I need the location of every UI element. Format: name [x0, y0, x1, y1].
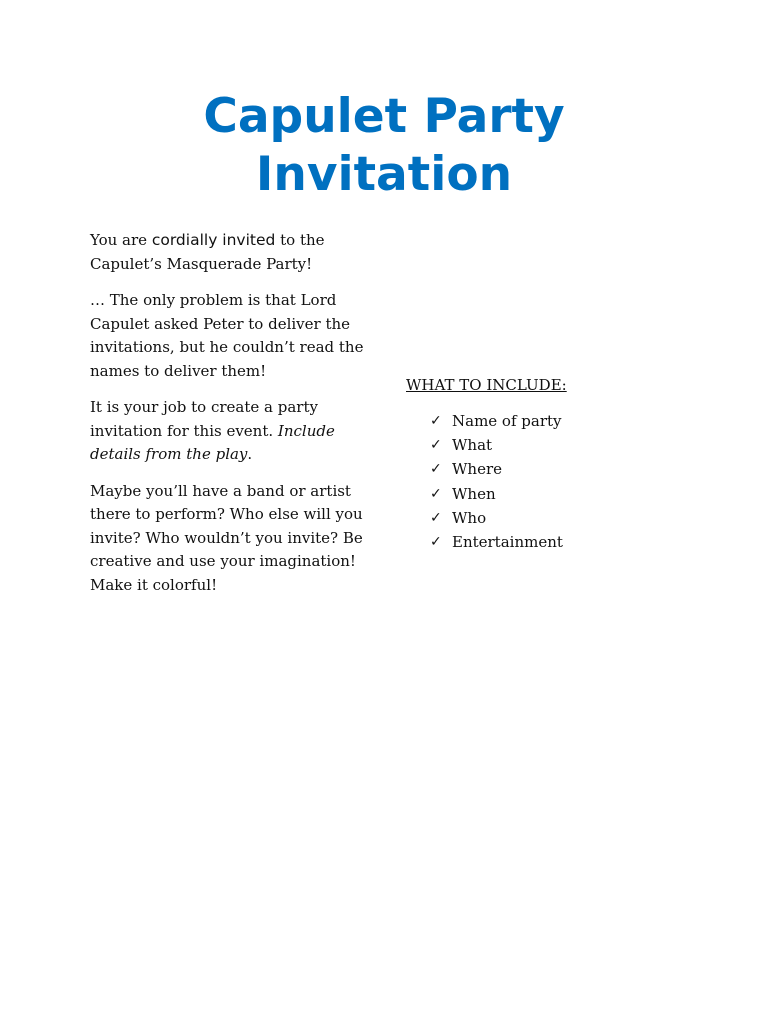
list-item: [430, 409, 706, 433]
list-item-label: Name of party: [452, 412, 562, 430]
include-section: [406, 373, 706, 554]
list-item: [430, 457, 706, 481]
task-paragraph: [90, 396, 365, 467]
task-italic-text: Include details from the play: [90, 421, 335, 463]
page-title: [0, 88, 768, 204]
check-icon: ✓: [430, 533, 442, 550]
list-item: [430, 482, 706, 506]
intro-paragraph: [90, 229, 365, 276]
list-item-label: Where: [452, 460, 503, 479]
check-icon: ✓: [430, 413, 442, 429]
list-item-label: Who: [452, 508, 487, 527]
intro-text-start: You are: [90, 231, 152, 249]
include-checklist: [406, 409, 706, 554]
title-line-1: Capulet Party: [203, 89, 565, 144]
list-item-label: What: [452, 436, 493, 455]
problem-paragraph: … The only problem is that Lord Capulet asked Peter to deliver the invitations, but he couldn’t read the names to deliver them!: [90, 291, 364, 380]
check-icon: ✓: [430, 461, 442, 478]
check-icon: ✓: [430, 437, 442, 454]
instructions-column: [90, 229, 365, 610]
task-text-end: .: [247, 445, 253, 463]
list-item: [430, 433, 706, 457]
include-heading: WHAT TO INCLUDE:: [406, 376, 567, 394]
intro-text-end: to the Capulet’s Masquerade Party!: [90, 231, 325, 273]
task-text: It is your job to create a party invitation for this event.: [90, 398, 318, 440]
cordially-invited-emphasis: cordially invited: [151, 231, 276, 249]
list-item-label: Entertainment: [452, 532, 563, 551]
title-line-2: Invitation: [255, 147, 513, 202]
check-icon: ✓: [430, 509, 442, 526]
list-item: [430, 530, 706, 554]
list-item: [430, 506, 706, 530]
check-icon: ✓: [430, 485, 442, 502]
list-item-label: When: [452, 484, 496, 503]
ideas-paragraph: Maybe you’ll have a band or artist there to perform? Who else will you invite? Who wouldn’t you invite? Be creative and use your imagination! Make it colorful!: [90, 481, 363, 594]
